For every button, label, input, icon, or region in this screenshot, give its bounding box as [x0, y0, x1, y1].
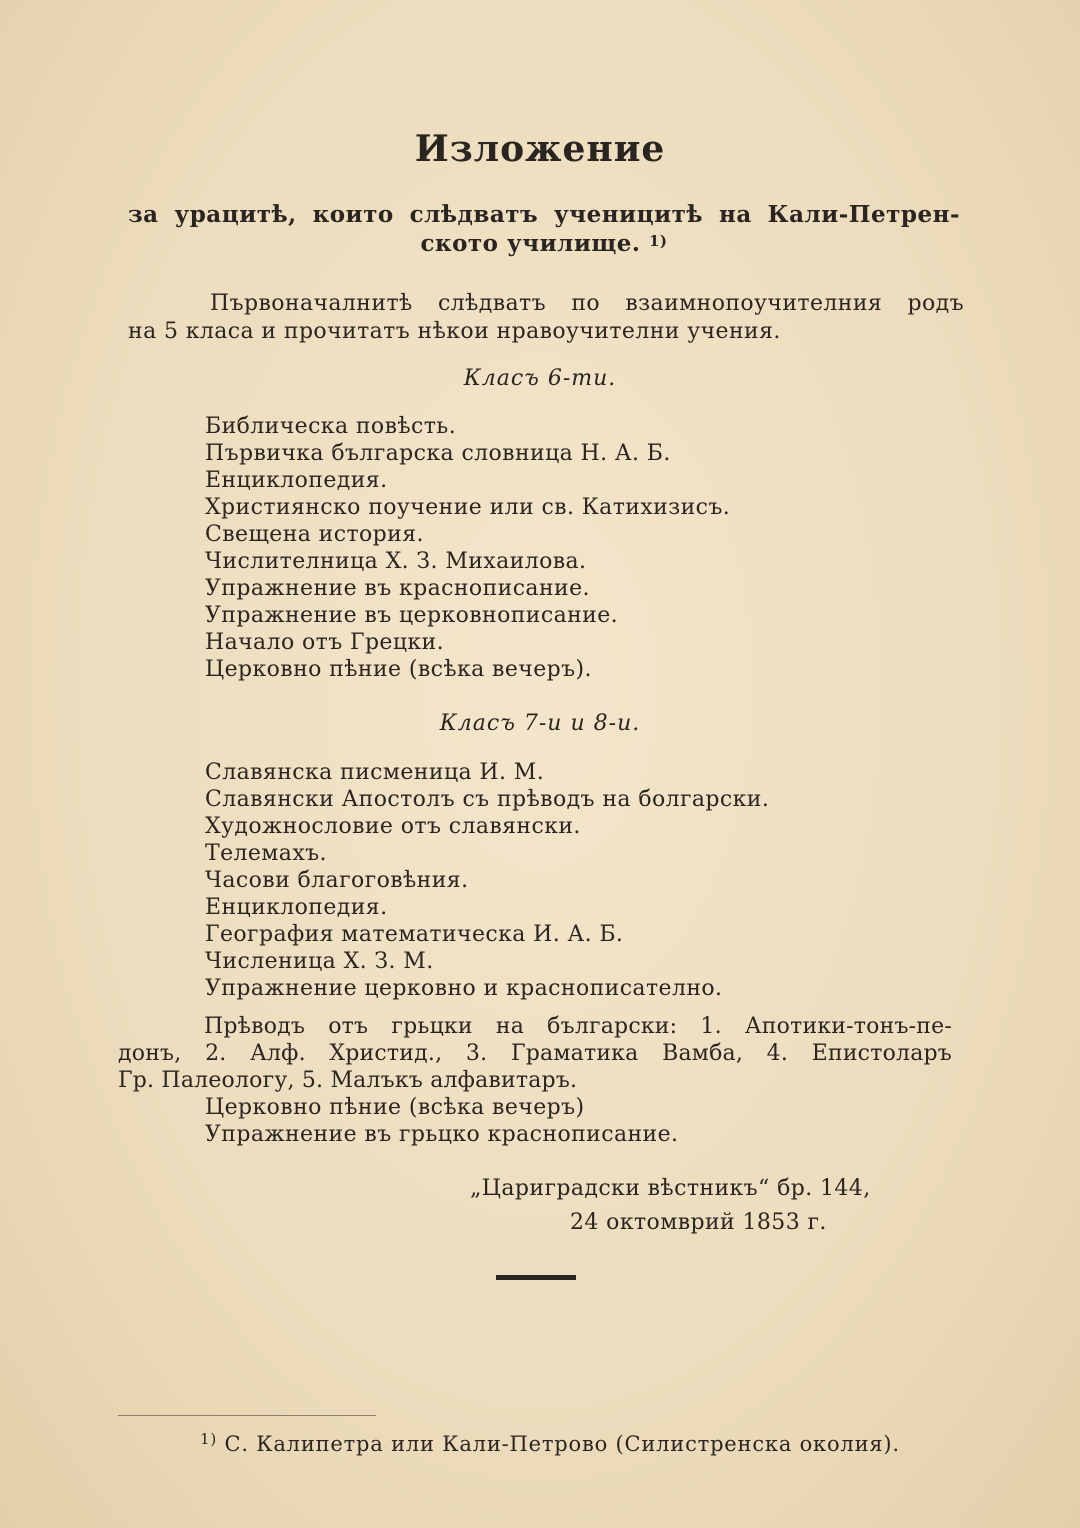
- subtitle-line-2: [128, 229, 960, 258]
- translation-line-3: Гр. Палеологу, 5. Малъкъ алфавитаръ.: [118, 1068, 578, 1093]
- end-rule: [496, 1275, 576, 1280]
- footnote-text: С. Калипетра или Кали-Петрово (Силистренска околия).: [224, 1432, 900, 1456]
- intro-line-1: Първоначалнитѣ слѣдватъ по взаимнопоучителния родъ: [210, 291, 964, 316]
- list-item: Часови благоговѣния.: [205, 868, 469, 893]
- subtitle-line-2-text: ското училище.: [420, 230, 641, 257]
- list-item: Славянска писменица И. М.: [205, 760, 545, 785]
- list-item: Начало отъ Грецки.: [205, 630, 445, 655]
- list-item: География математическа И. А. Б.: [205, 922, 624, 947]
- footnote-divider: [118, 1415, 376, 1416]
- list-item: Числителница Х. З. Михаилова.: [205, 549, 587, 574]
- list-item: Упражнение въ краснописание.: [205, 576, 590, 601]
- list-item: Първичка българска словница Н. А. Б.: [205, 441, 671, 466]
- footnote: [200, 1432, 900, 1456]
- translation-paragraph: [118, 1013, 952, 1094]
- subtitle: [128, 200, 960, 258]
- list-item: Численица Х. З. М.: [205, 949, 434, 974]
- newspaper-reference: „Цариградски вѣстникъ“ бр. 144,: [470, 1176, 871, 1201]
- class-7-8-heading: Класъ 7-и и 8-и.: [439, 711, 641, 736]
- list-item: Славянски Апостолъ съ прѣводъ на болгарски.: [205, 787, 770, 812]
- subtitle-line-1: за урацитѣ, които слѣдватъ ученицитѣ на Кали-Петрен-: [128, 201, 960, 228]
- page-title: Изложение: [414, 128, 666, 170]
- list-item: Енциклопедия.: [205, 895, 388, 920]
- list-item: Упражнение въ грьцко краснописание.: [205, 1122, 679, 1147]
- list-item: Упражнение церковно и краснописателно.: [205, 976, 723, 1001]
- intro-line-2: на 5 класа и прочитатъ нѣкои нравоучителни учения.: [128, 319, 781, 344]
- list-item: Упражнение въ церковнописание.: [205, 603, 619, 628]
- translation-line-1: Прѣводъ отъ грьцки на български: 1. Апотики-тонъ-пе-: [204, 1014, 952, 1039]
- translation-line-2: донъ, 2. Алф. Христид., 3. Граматика Вамба, 4. Епистоларъ: [118, 1041, 952, 1066]
- source-citation: [470, 1172, 871, 1240]
- intro-paragraph: [128, 290, 964, 346]
- list-item: Церковно пѣние (всѣка вечеръ): [205, 1095, 585, 1120]
- list-item: Библическа повѣсть.: [205, 414, 457, 439]
- footnote-reference: 1): [648, 232, 668, 250]
- list-item: Церковно пѣние (всѣка вечеръ).: [205, 657, 592, 682]
- class-6-heading: Класъ 6-ти.: [463, 366, 617, 391]
- publication-date: 24 октомврий 1853 г.: [570, 1210, 827, 1235]
- class-6-list: [205, 413, 730, 683]
- list-item: Християнско поучение или св. Катихизисъ.: [205, 495, 731, 520]
- list-item: Телемахъ.: [205, 841, 327, 866]
- class-7-8-list-continued: [205, 1094, 678, 1148]
- class-7-8-list: [205, 759, 769, 1002]
- list-item: Художнословие отъ славянски.: [205, 814, 581, 839]
- footnote-mark: 1): [200, 1430, 217, 1448]
- list-item: Свещена история.: [205, 522, 424, 547]
- list-item: Енциклопедия.: [205, 468, 388, 493]
